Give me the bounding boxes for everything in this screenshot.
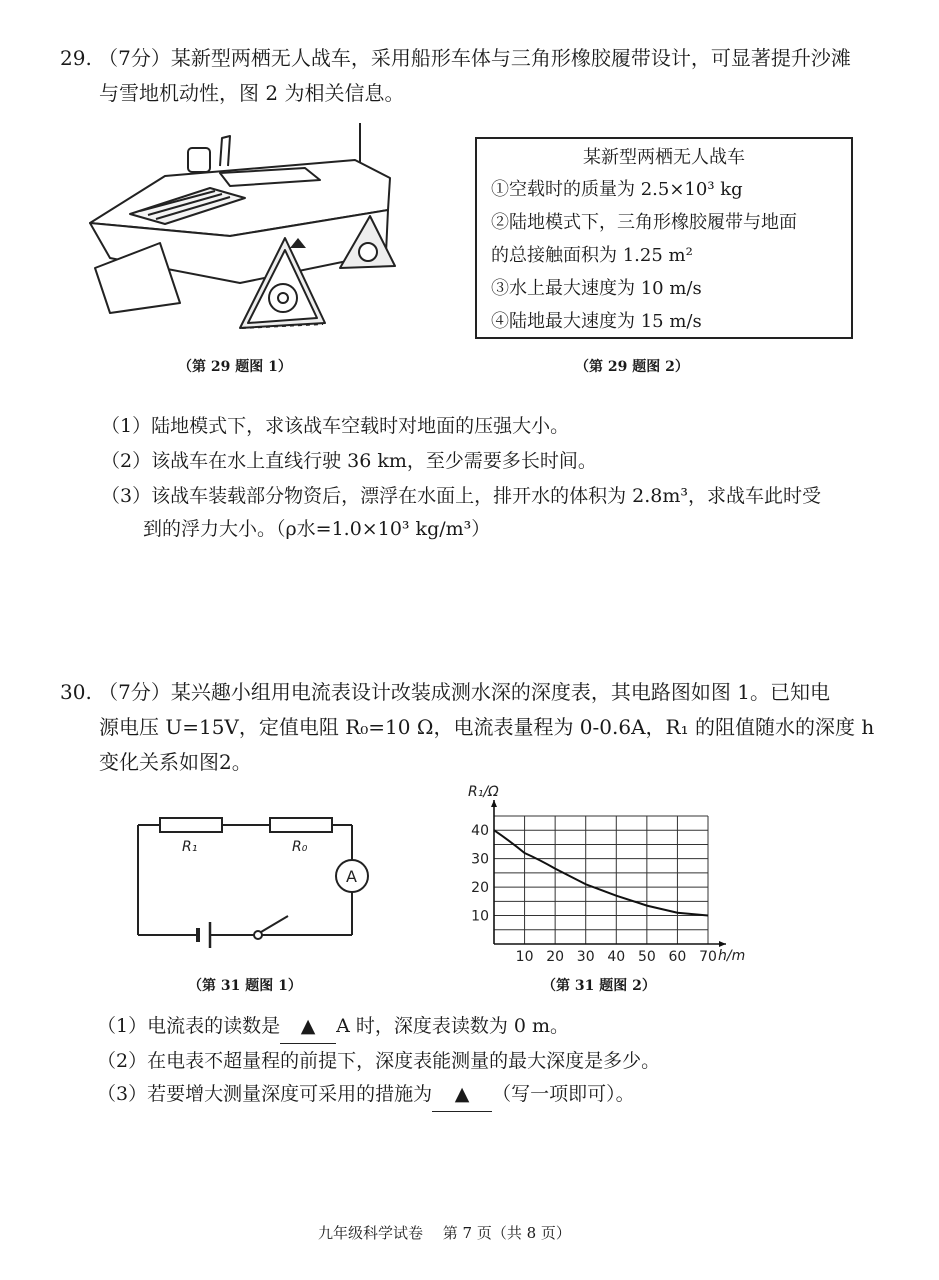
q30-line1: 30. （7分）某兴趣小组用电流表设计改装成测水深的深度表，其电路图如图 1。已知电 (60, 680, 830, 704)
q30-fig1-caption: （第 31 题图 1） (188, 978, 302, 994)
chart-grid (494, 816, 708, 944)
x-tick-label: 30 (576, 949, 595, 965)
info-item-3: ③水上最大速度为 10 m/s (491, 278, 702, 299)
q30-sub1-post: A 时，深度表读数为 0 m。 (336, 1015, 570, 1037)
r1-label: R₁ (182, 839, 198, 855)
resistor-r0 (270, 818, 332, 832)
y-axis-arrow (491, 800, 497, 807)
q30-sub1-pre: （1）电流表的读数是 (97, 1015, 281, 1037)
resistor-r1 (160, 818, 222, 832)
q30-fig2-caption: （第 31 题图 2） (542, 978, 656, 994)
y-tick-label: 10 (471, 908, 489, 925)
amphibious-vehicle-illustration (70, 118, 410, 348)
vehicle-info-box (475, 137, 853, 339)
q29-sub1: （1）陆地模式下，求该战车空载时对地面的压强大小。 (101, 415, 570, 437)
info-box-title: 某新型两栖无人战车 (583, 147, 745, 168)
info-item-2a: ②陆地模式下，三角形橡胶履带与地面 (491, 212, 797, 233)
chart-axes (491, 800, 726, 947)
info-item-4: ④陆地最大速度为 15 m/s (491, 311, 702, 332)
q29-line1: 29. （7分）某新型两栖无人战车，采用船形车体与三角形橡胶履带设计，可显著提升沙滩 (60, 46, 851, 70)
q30-line2: 源电压 U=15V，定值电阻 R₀=10 Ω，电流表量程为 0-0.6A，R₁ 的阻值随水的深度 h (99, 715, 875, 739)
x-tick-label: 50 (637, 949, 656, 965)
q30-sub1-answer-blank[interactable]: ▲ (280, 1009, 336, 1044)
switch-lever (261, 916, 288, 932)
page-footer: 九年级科学试卷 第 7 页（共 8 页） (318, 1224, 571, 1242)
q29-sub3-line2: 到的浮力大小。（ρ水=1.0×10³ kg/m³） (143, 518, 491, 540)
x-tick-label: 70 (699, 949, 717, 965)
q30-sub3-answer-blank[interactable]: ▲ (432, 1077, 492, 1112)
y-tick-label: 20 (471, 880, 489, 897)
q30-sub3 (97, 1077, 635, 1112)
q29-fig1-caption: （第 29 题图 1） (178, 359, 292, 375)
x-axis-arrow (719, 941, 726, 947)
x-tick-label: 60 (668, 949, 687, 965)
q29-sub3-line1: （3）该战车装载部分物资后，漂浮在水面上，排开水的体积为 2.8m³，求战车此时受 (101, 485, 821, 507)
x-tick-label: 40 (607, 949, 626, 965)
x-tick-label: 10 (515, 949, 534, 965)
q29-line2: 与雪地机动性，图 2 为相关信息。 (99, 81, 405, 105)
q30-sub2: （2）在电表不超量程的前提下，深度表能测量的最大深度是多少。 (97, 1050, 661, 1072)
q30-sub3-pre: （3）若要增大测量深度可采用的措施为 (97, 1083, 433, 1105)
r0-label: R₀ (292, 839, 308, 855)
x-axis-label: h/m (718, 948, 746, 964)
y-axis-label: R₁/Ω (468, 784, 499, 800)
q30-sub3-post: （写一项即可）。 (492, 1083, 635, 1105)
y-tick-label: 40 (471, 823, 489, 840)
y-tick-label: 30 (471, 851, 489, 868)
switch-pivot (254, 931, 262, 939)
q30-line3: 变化关系如图2。 (99, 750, 252, 774)
q30-sub1 (97, 1009, 569, 1044)
r1-depth-chart (462, 778, 762, 968)
info-item-1: ①空载时的质量为 2.5×10³ kg (491, 179, 743, 200)
q29-fig2-caption: （第 29 题图 2） (575, 359, 689, 375)
q29-sub2: （2）该战车在水上直线行驶 36 km，至少需要多长时间。 (101, 450, 597, 472)
ammeter-label: A (346, 867, 357, 886)
info-item-2b: 的总接触面积为 1.25 m² (491, 245, 693, 266)
circuit-diagram (130, 810, 370, 960)
x-tick-label: 20 (546, 949, 565, 965)
